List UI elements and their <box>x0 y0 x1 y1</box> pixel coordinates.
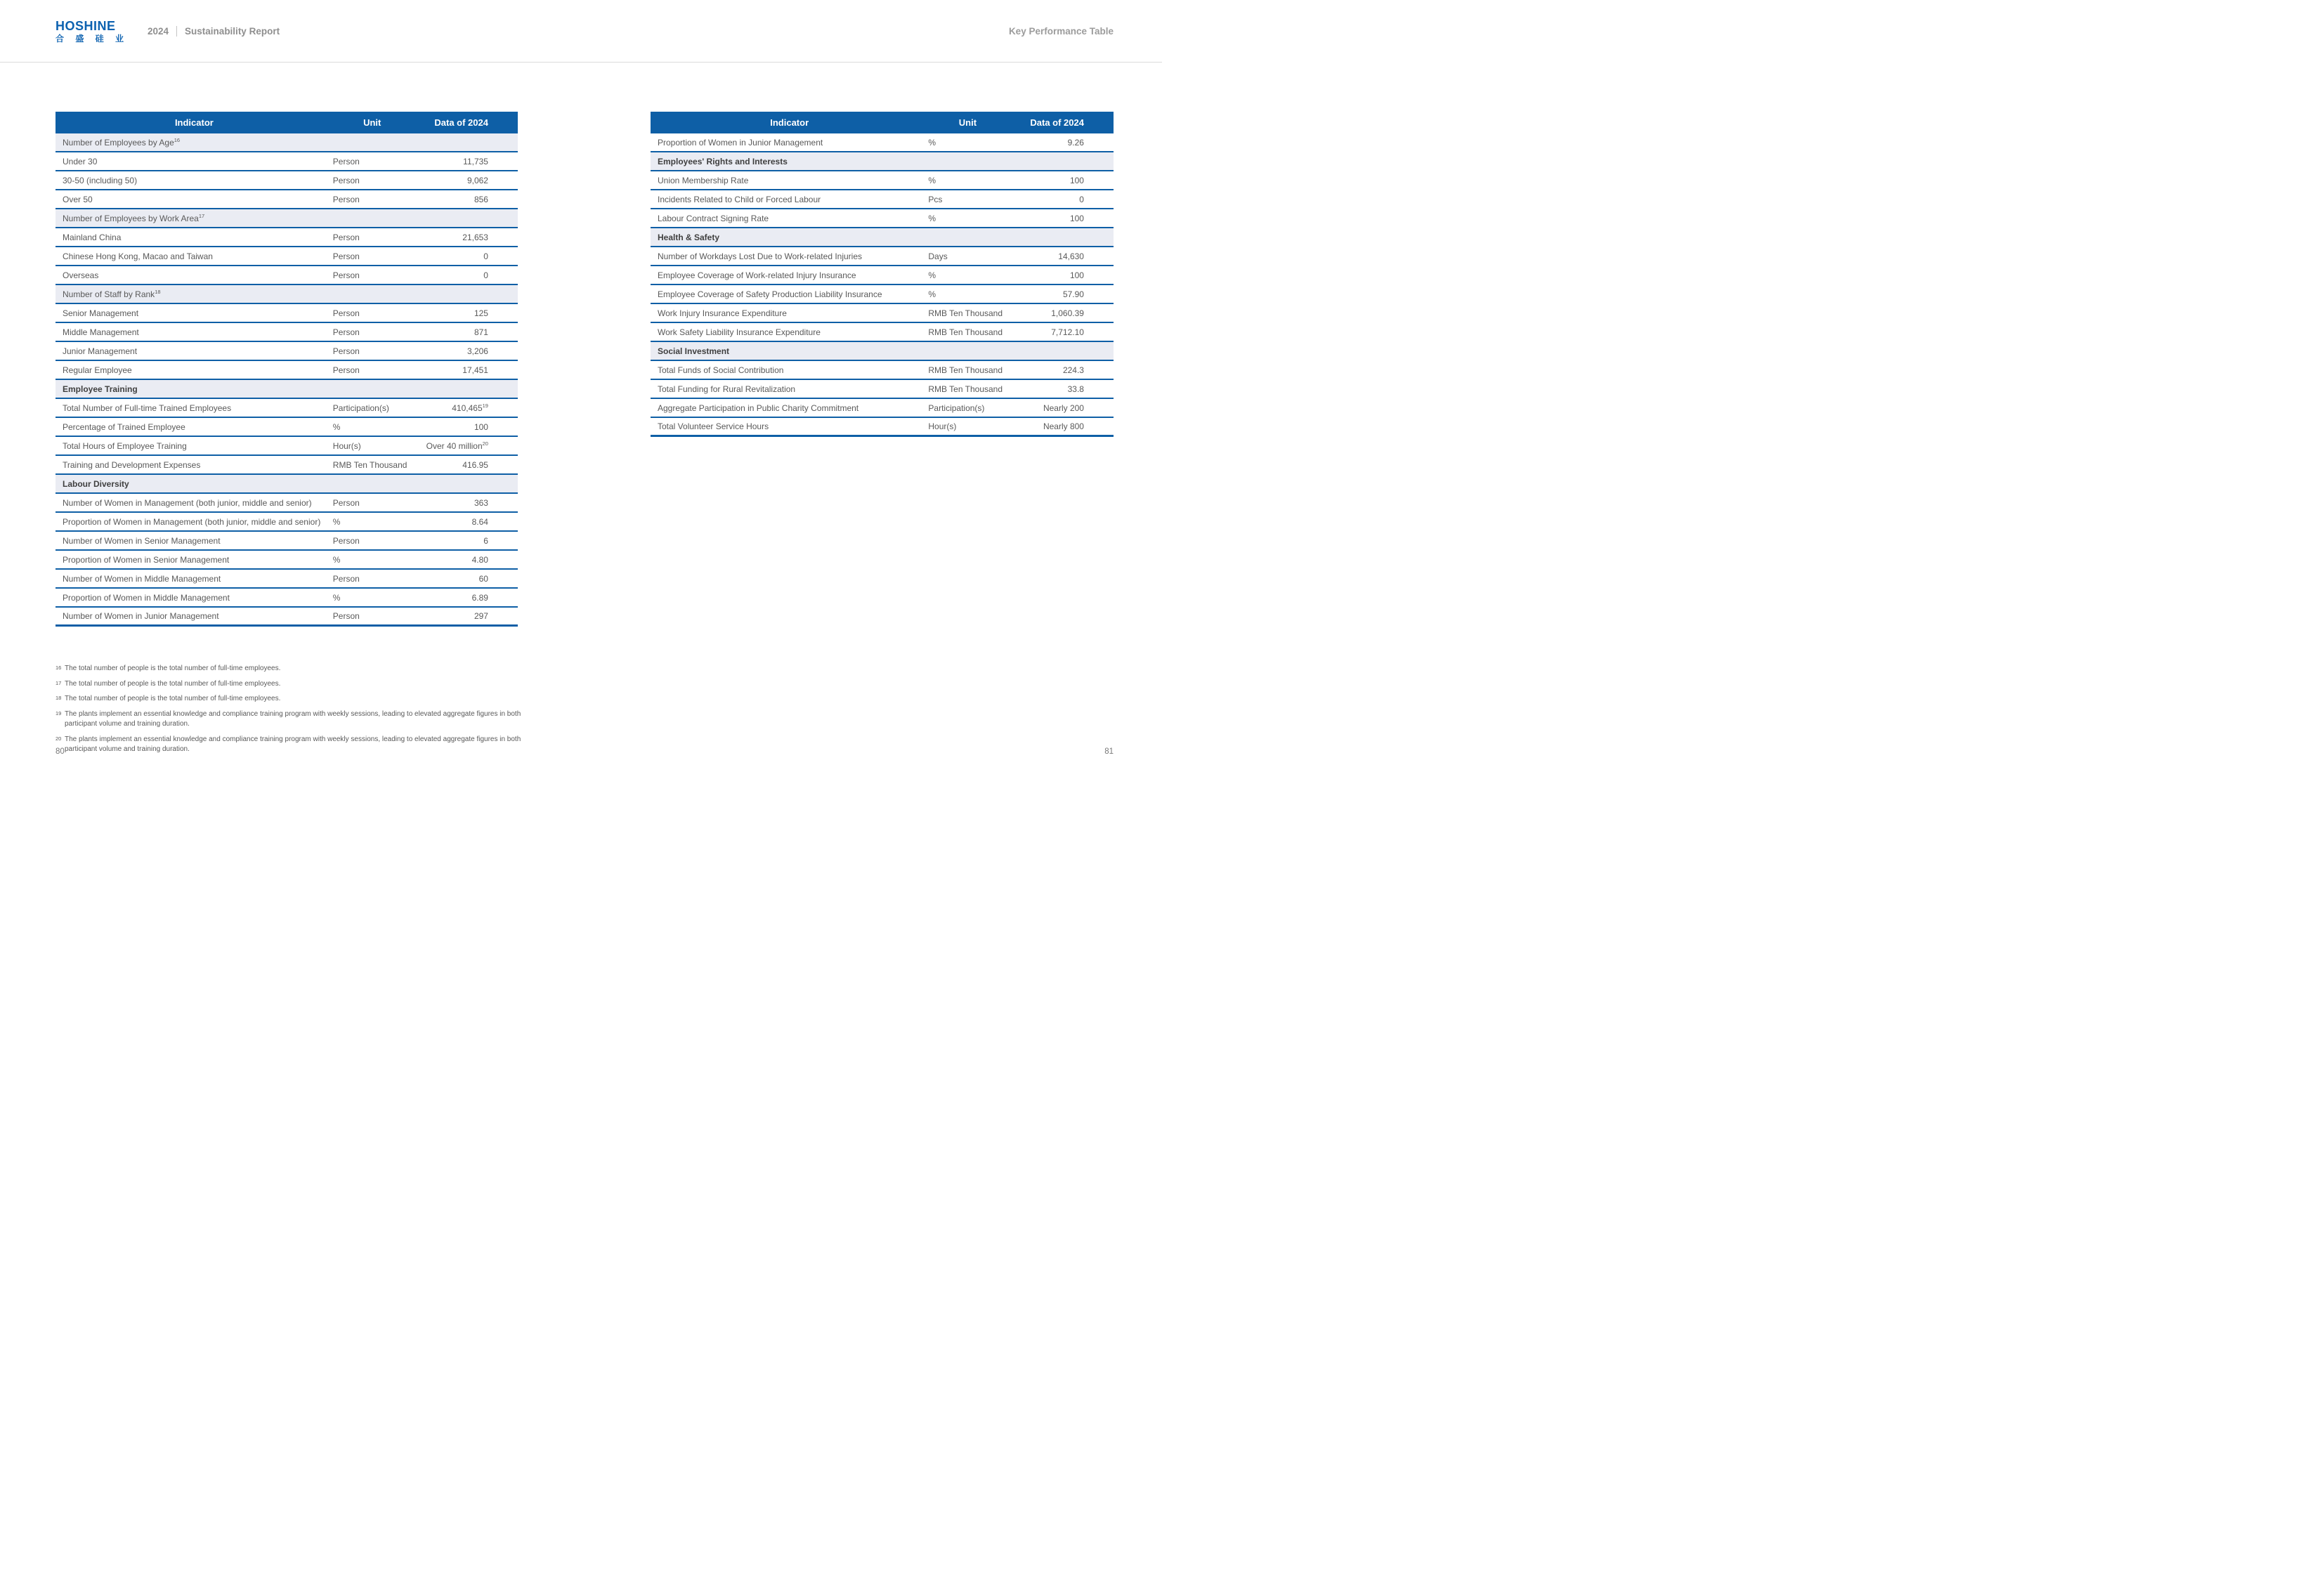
indicator-cell: Regular Employee <box>63 365 132 375</box>
logo-brand-chinese-text: 合盛硅业 <box>56 33 124 44</box>
indicator-cell: Number of Women in Management (both junior, middle and senior) <box>63 497 312 508</box>
table-row <box>651 304 1114 323</box>
indicator-cell: Employee Coverage of Work-related Injury Insurance <box>658 270 856 280</box>
unit-cell: Participation(s) <box>332 403 389 413</box>
indicator-cell: Overseas <box>63 270 99 280</box>
unit-cell: % <box>332 516 341 527</box>
table-row <box>651 190 1114 209</box>
table-row <box>651 323 1114 342</box>
indicator-cell: 30-50 (including 50) <box>63 175 138 185</box>
unit-cell: RMB Ten Thousand <box>928 384 1003 394</box>
report-year: 2024 <box>148 25 169 37</box>
table-row <box>56 266 518 285</box>
unit-cell: Days <box>928 251 948 261</box>
left-performance-table <box>56 112 518 627</box>
indicator-cell: Under 30 <box>63 156 98 166</box>
unit-cell: Person <box>332 327 360 337</box>
unit-cell: Person <box>332 308 360 318</box>
table-row <box>651 380 1114 399</box>
value-cell: 0 <box>1079 194 1084 204</box>
value-cell: 297 <box>474 611 488 621</box>
table-row <box>56 247 518 266</box>
value-cell: 363 <box>474 497 488 508</box>
report-title: Sustainability Report <box>185 25 280 37</box>
section-label: Health & Safety <box>658 232 720 242</box>
value-cell: 11,735 <box>463 156 488 166</box>
indicator-cell: Proportion of Women in Middle Management <box>63 592 230 603</box>
section-header-row <box>56 380 518 399</box>
footnote-text: The plants implement an essential knowledge and compliance training program with weekly sessions, leading to elevated aggregate figures in both participant volume and training duration. <box>65 735 521 753</box>
table-row <box>56 190 518 209</box>
header-report-title <box>148 26 280 37</box>
value-cell: 125 <box>474 308 488 318</box>
value-cell: Nearly 200 <box>1043 403 1084 413</box>
unit-cell: RMB Ten Thousand <box>928 365 1003 375</box>
column-header-unit: Unit <box>363 117 381 128</box>
table-row <box>56 570 518 589</box>
section-label: Number of Employees by Age$^{16}$ <box>63 136 181 148</box>
section-header-row <box>651 342 1114 361</box>
page-number-right: 81 <box>1104 747 1114 756</box>
unit-cell: % <box>332 554 341 565</box>
unit-cell: Person <box>332 573 360 584</box>
indicator-cell: Total Hours of Employee Training <box>63 440 187 451</box>
table-row <box>651 133 1114 152</box>
table-row <box>651 209 1114 228</box>
value-cell: 6 <box>483 535 488 546</box>
unit-cell: Person <box>332 270 360 280</box>
value-cell: 871 <box>474 327 488 337</box>
left-table-header-row <box>56 112 518 133</box>
footnote-item <box>56 694 547 705</box>
value-cell: 60 <box>478 573 488 584</box>
table-row <box>56 418 518 437</box>
table-row <box>56 228 518 247</box>
indicator-cell: Work Injury Insurance Expenditure <box>658 308 787 318</box>
indicator-cell: Percentage of Trained Employee <box>63 421 185 432</box>
indicator-cell: Proportion of Women in Management (both junior, middle and senior) <box>63 516 321 527</box>
column-header-indicator: Indicator <box>770 117 809 128</box>
unit-cell: % <box>928 270 936 280</box>
value-cell: Nearly 800 <box>1043 421 1084 431</box>
footnote-reference: 20 <box>482 440 488 447</box>
section-label: Number of Staff by Rank$^{18}$ <box>63 288 161 299</box>
column-header-data: Data of 2024 <box>434 117 488 128</box>
hoshine-logo <box>56 20 124 43</box>
right-table-header-row <box>651 112 1114 133</box>
indicator-cell: Senior Management <box>63 308 139 318</box>
section-header-row <box>651 152 1114 171</box>
section-header-row <box>651 228 1114 247</box>
indicator-cell: Proportion of Women in Senior Management <box>63 554 230 565</box>
table-row <box>651 247 1114 266</box>
unit-cell: Person <box>332 175 360 185</box>
indicator-cell: Total Volunteer Service Hours <box>658 421 769 431</box>
logo-brand-text: HOSHINE <box>56 18 116 33</box>
unit-cell: Person <box>332 156 360 166</box>
table-row <box>651 285 1114 304</box>
unit-cell: Hour(s) <box>928 421 957 431</box>
footnote-item <box>56 679 547 690</box>
indicator-cell: Number of Workdays Lost Due to Work-related Injuries <box>658 251 863 261</box>
unit-cell: RMB Ten Thousand <box>928 327 1003 337</box>
section-header-row <box>56 475 518 494</box>
value-cell: 8.64 <box>471 516 488 527</box>
value-cell: 57.90 <box>1062 289 1084 299</box>
value-cell: 100 <box>474 421 488 432</box>
footnote-reference: 17 <box>198 212 205 219</box>
left-table-body <box>56 133 518 627</box>
footnote-reference: 18 <box>155 288 161 295</box>
table-row <box>56 608 518 627</box>
header-divider <box>176 26 177 37</box>
table-row <box>56 361 518 380</box>
table-row <box>56 513 518 532</box>
table-row <box>56 171 518 190</box>
table-row <box>651 171 1114 190</box>
footnote-reference: 19 <box>482 402 488 409</box>
footnotes <box>56 664 547 760</box>
section-label: Employee Training <box>63 384 138 394</box>
footnote-number: 16 <box>56 665 62 671</box>
table-row <box>651 399 1114 418</box>
unit-cell: % <box>928 289 936 299</box>
indicator-cell: Mainland China <box>63 232 122 242</box>
value-cell: 100 <box>1069 175 1084 185</box>
table-row <box>56 589 518 608</box>
unit-cell: % <box>928 137 936 148</box>
indicator-cell: Union Membership Rate <box>658 175 749 185</box>
value-cell: 856 <box>474 194 488 204</box>
unit-cell: RMB Ten Thousand <box>928 308 1003 318</box>
indicator-cell: Proportion of Women in Junior Management <box>658 137 823 148</box>
table-row <box>56 399 518 418</box>
unit-cell: % <box>928 213 936 223</box>
table-row <box>56 342 518 361</box>
value-cell: 100 <box>1069 213 1084 223</box>
value-cell: 0 <box>483 251 488 261</box>
unit-cell: Hour(s) <box>332 440 361 451</box>
footnote-number: 19 <box>56 709 62 716</box>
page-header <box>0 0 1162 63</box>
indicator-cell: Number of Women in Senior Management <box>63 535 221 546</box>
unit-cell: % <box>928 175 936 185</box>
table-row <box>56 456 518 475</box>
section-label: Labour Diversity <box>63 478 129 489</box>
table-row <box>56 304 518 323</box>
indicator-cell: Middle Management <box>63 327 139 337</box>
indicator-cell: Number of Women in Middle Management <box>63 573 221 584</box>
value-cell: 4.80 <box>471 554 488 565</box>
indicator-cell: Chinese Hong Kong, Macao and Taiwan <box>63 251 213 261</box>
footnote-item <box>56 664 547 674</box>
value-cell: 33.8 <box>1067 384 1084 394</box>
unit-cell: Person <box>332 194 360 204</box>
value-cell: 416.95 <box>462 459 488 470</box>
subsection-header-row <box>56 209 518 228</box>
footnote-text: The total number of people is the total number of full-time employees. <box>65 695 281 702</box>
footnote-number: 18 <box>56 695 62 701</box>
indicator-cell: Incidents Related to Child or Forced Labour <box>658 194 821 204</box>
section-label: Number of Employees by Work Area$^{17}$ <box>63 212 205 223</box>
value-cell: 14,630 <box>1058 251 1084 261</box>
footnote-item <box>56 709 547 730</box>
footnote-text: The total number of people is the total number of full-time employees. <box>65 679 281 688</box>
unit-cell: Person <box>332 346 360 356</box>
value-cell: 6.89 <box>471 592 488 603</box>
value-cell: 0 <box>483 270 488 280</box>
page-title: Key Performance Table <box>1008 25 1114 37</box>
indicator-cell: Training and Development Expenses <box>63 459 201 470</box>
table-row <box>651 266 1114 285</box>
indicator-cell: Total Number of Full-time Trained Employees <box>63 403 232 413</box>
page-number-left: 80 <box>56 747 65 756</box>
table-row <box>56 323 518 342</box>
unit-cell: Pcs <box>928 194 943 204</box>
table-row <box>56 437 518 456</box>
column-header-data: Data of 2024 <box>1030 117 1084 128</box>
footnote-item <box>56 735 547 755</box>
value-cell: 100 <box>1069 270 1084 280</box>
unit-cell: RMB Ten Thousand <box>332 459 407 470</box>
indicator-cell: Aggregate Participation in Public Charity Commitment <box>658 403 859 413</box>
footnote-number: 20 <box>56 735 62 742</box>
value-cell: 21,653 <box>462 232 488 242</box>
column-header-unit: Unit <box>958 117 977 128</box>
unit-cell: Participation(s) <box>928 403 985 413</box>
unit-cell: Person <box>332 232 360 242</box>
value-cell: 224.3 <box>1062 365 1084 375</box>
table-row <box>56 551 518 570</box>
unit-cell: % <box>332 592 341 603</box>
table-row <box>56 494 518 513</box>
unit-cell: Person <box>332 611 360 621</box>
unit-cell: Person <box>332 497 360 508</box>
column-header-indicator: Indicator <box>174 117 214 128</box>
value-cell: Over 40 million$^{20}$ <box>426 440 488 451</box>
indicator-cell: Over 50 <box>63 194 93 204</box>
footnote-number: 17 <box>56 679 62 686</box>
table-row <box>651 418 1114 437</box>
value-cell: 1,060.39 <box>1051 308 1084 318</box>
section-label: Employees' Rights and Interests <box>658 156 788 166</box>
value-cell: 9,062 <box>466 175 488 185</box>
indicator-cell: Number of Women in Junior Management <box>63 611 219 621</box>
table-row <box>56 532 518 551</box>
indicator-cell: Employee Coverage of Safety Production Liability Insurance <box>658 289 882 299</box>
value-cell: 7,712.10 <box>1051 327 1084 337</box>
value-cell: 17,451 <box>462 365 488 375</box>
section-label: Social Investment <box>658 346 730 356</box>
table-row <box>651 361 1114 380</box>
subsection-header-row <box>56 285 518 304</box>
table-row <box>56 152 518 171</box>
value-cell: 410,465$^{19}$ <box>452 402 488 413</box>
unit-cell: Person <box>332 365 360 375</box>
footnote-text: The total number of people is the total number of full-time employees. <box>65 665 281 672</box>
unit-cell: Person <box>332 251 360 261</box>
indicator-cell: Junior Management <box>63 346 138 356</box>
value-cell: 3,206 <box>466 346 488 356</box>
right-table-body <box>651 133 1114 437</box>
value-cell: 9.26 <box>1067 137 1084 148</box>
indicator-cell: Labour Contract Signing Rate <box>658 213 769 223</box>
unit-cell: % <box>332 421 341 432</box>
indicator-cell: Work Safety Liability Insurance Expenditure <box>658 327 821 337</box>
footnote-text: The plants implement an essential knowledge and compliance training program with weekly sessions, leading to elevated aggregate figures in both participant volume and training duration. <box>65 709 521 728</box>
subsection-header-row <box>56 133 518 152</box>
indicator-cell: Total Funds of Social Contribution <box>658 365 784 375</box>
unit-cell: Person <box>332 535 360 546</box>
footnote-reference: 16 <box>174 136 181 143</box>
right-performance-table <box>651 112 1114 437</box>
indicator-cell: Total Funding for Rural Revitalization <box>658 384 796 394</box>
